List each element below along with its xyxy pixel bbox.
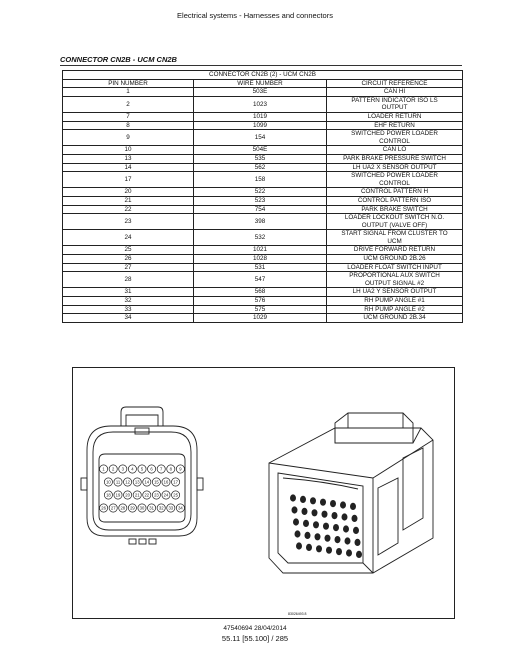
pin-label: 12: [125, 479, 130, 485]
wire-number-cell: 398: [194, 214, 327, 230]
pin-label: 19: [115, 492, 121, 498]
iso-pin-hole: [290, 494, 296, 501]
pin-label: 28: [120, 505, 126, 511]
pin-grid: [100, 465, 185, 512]
circuit-reference-cell: PARK BRAKE SWITCH: [327, 205, 463, 214]
pin-number-cell: 10: [63, 146, 194, 155]
iso-pin-hole: [300, 496, 306, 503]
iso-pin-hole: [312, 509, 318, 516]
circuit-reference-cell: EHF RETURN: [327, 121, 463, 130]
table-row: [63, 146, 463, 155]
iso-pin-hole: [296, 542, 302, 549]
wire-number-cell: 568: [194, 288, 327, 297]
pin-number-cell: 28: [63, 272, 194, 288]
table-row: [63, 288, 463, 297]
iso-pin-hole: [320, 499, 326, 506]
pin-number-cell: 7: [63, 112, 194, 121]
iso-pin-hole: [315, 533, 321, 540]
pin-label: 26: [101, 505, 106, 511]
wire-number-cell: 532: [194, 230, 327, 246]
pin-number-cell: 1: [63, 88, 194, 97]
footer-document-number: 47540694 28/04/2014: [223, 625, 287, 632]
wire-number-cell: 535: [194, 154, 327, 163]
pin-label: 29: [130, 505, 135, 511]
circuit-reference-cell: UCM GROUND 2B.26: [327, 255, 463, 264]
pin-label: 18: [106, 492, 111, 498]
pin-number-cell: 24: [63, 230, 194, 246]
circuit-reference-cell: DRIVE FORWARD RETURN: [327, 246, 463, 255]
pin-number-cell: 27: [63, 263, 194, 272]
pin-label: 6: [150, 466, 153, 472]
wire-number-cell: 562: [194, 163, 327, 172]
pin-number-cell: 31: [63, 288, 194, 297]
pin-label: 32: [158, 505, 164, 511]
table-row: [63, 196, 463, 205]
pin-label: 10: [106, 479, 111, 485]
circuit-reference-cell: UCM GROUND 2B.34: [327, 314, 463, 323]
iso-pin-hole: [340, 501, 346, 508]
iso-pin-hole: [295, 530, 301, 537]
iso-pin-hole: [310, 497, 316, 504]
wire-number-cell: 158: [194, 172, 327, 188]
table-row: [63, 130, 463, 146]
pin-number-cell: 20: [63, 188, 194, 197]
circuit-reference-cell: LOADER FLOAT SWITCH INPUT: [327, 263, 463, 272]
iso-pin-hole: [323, 523, 329, 530]
wire-number-cell: 1029: [194, 314, 327, 323]
pin-label: 24: [163, 492, 169, 498]
page-header: Electrical systems - Harnesses and connectors: [177, 11, 333, 20]
iso-pin-hole: [353, 527, 359, 534]
pin-label: 17: [173, 479, 178, 485]
circuit-reference-cell: PATTERN INDICATOR ISO LS OUTPUT: [327, 96, 463, 112]
wire-number-cell: 531: [194, 263, 327, 272]
iso-pin-hole: [343, 525, 349, 532]
pin-label: 5: [140, 466, 144, 472]
pin-label: 20: [125, 492, 130, 498]
iso-pin-hole: [305, 532, 311, 539]
pin-label: 1: [102, 466, 105, 472]
circuit-reference-cell: LH UA2 X SENSOR OUTPUT: [327, 163, 463, 172]
pin-number-cell: 17: [63, 172, 194, 188]
table-row: [63, 297, 463, 306]
pin-label: 34: [178, 505, 183, 511]
circuit-reference-cell: CAN HI: [327, 88, 463, 97]
figure-id: 83026493 8: [288, 612, 307, 616]
iso-pin-hole: [303, 520, 309, 527]
wire-number-cell: 504E: [194, 146, 327, 155]
pin-label: 14: [144, 479, 150, 485]
wire-number-cell: 522: [194, 188, 327, 197]
iso-pin-hole: [333, 524, 339, 531]
iso-pin-hole: [313, 521, 319, 528]
circuit-reference-cell: SWITCHED POWER LOADER CONTROL: [327, 172, 463, 188]
circuit-reference-cell: LOADER RETURN: [327, 112, 463, 121]
circuit-reference-cell: RH PUMP ANGLE #2: [327, 305, 463, 314]
pin-number-cell: 8: [63, 121, 194, 130]
pin-label: 3: [121, 466, 124, 472]
iso-pin-hole: [322, 511, 328, 518]
wire-number-cell: 547: [194, 272, 327, 288]
connector-face-view: [81, 407, 203, 544]
iso-pin-hole: [302, 508, 308, 515]
iso-pin-hole: [332, 512, 338, 519]
pin-number-cell: 14: [63, 163, 194, 172]
pin-number-cell: 32: [63, 297, 194, 306]
table-row: [63, 163, 463, 172]
wire-number-cell: 754: [194, 205, 327, 214]
wire-number-cell: 575: [194, 305, 327, 314]
table-row: [63, 188, 463, 197]
column-header-wire: WIRE NUMBER: [194, 79, 327, 88]
pin-label: 25: [173, 492, 178, 498]
pin-label: 22: [144, 492, 150, 498]
connector-pin-table: [62, 70, 463, 323]
pin-number-cell: 23: [63, 214, 194, 230]
circuit-reference-cell: START SIGNAL FROM CLUSTER TO UCM: [327, 230, 463, 246]
footer-page-number: 55.11 [55.100] / 285: [221, 634, 289, 643]
wire-number-cell: 1019: [194, 112, 327, 121]
table-row: [63, 246, 463, 255]
wire-number-cell: 1099: [194, 121, 327, 130]
pin-number-cell: 13: [63, 154, 194, 163]
iso-pin-hole: [355, 539, 361, 546]
pin-number-cell: 26: [63, 255, 194, 264]
pin-label: 23: [154, 492, 159, 498]
iso-pin-hole: [335, 536, 341, 543]
wire-number-cell: 503E: [194, 88, 327, 97]
iso-pin-hole: [325, 535, 331, 542]
isometric-pin-cavities: [290, 494, 362, 558]
pin-number-cell: 25: [63, 246, 194, 255]
iso-pin-hole: [345, 537, 351, 544]
pin-label: 11: [115, 479, 121, 485]
section-title: CONNECTOR CN2B - UCM CN2B: [60, 55, 177, 64]
circuit-reference-cell: RH PUMP ANGLE #1: [327, 297, 463, 306]
pin-label: 8: [169, 466, 172, 472]
table-row: [63, 305, 463, 314]
connector-isometric-view: [269, 413, 433, 573]
table-row: [63, 172, 463, 188]
circuit-reference-cell: LH UA2 Y SENSOR OUTPUT: [327, 288, 463, 297]
wire-number-cell: 1023: [194, 96, 327, 112]
column-header-circuit: CIRCUIT REFERENCE: [327, 79, 463, 88]
table-row: [63, 314, 463, 323]
pin-number-cell: 22: [63, 205, 194, 214]
circuit-reference-cell: LOADER LOCKOUT SWITCH N.O. OUTPUT (VALVE OFF): [327, 214, 463, 230]
wire-number-cell: 1021: [194, 246, 327, 255]
column-header-pin: PIN NUMBER: [63, 79, 194, 88]
pin-label: 15: [154, 479, 159, 485]
table-row: [63, 96, 463, 112]
iso-pin-hole: [330, 500, 336, 507]
table-row: [63, 255, 463, 264]
iso-pin-hole: [292, 506, 298, 513]
circuit-reference-cell: PROPORTIONAL AUX SWITCH OUTPUT SIGNAL #2: [327, 272, 463, 288]
iso-pin-hole: [346, 549, 352, 556]
table-row: [63, 230, 463, 246]
circuit-reference-cell: CONTROL PATTERN H: [327, 188, 463, 197]
circuit-reference-cell: SWITCHED POWER LOADER CONTROL: [327, 130, 463, 146]
section-rule: [60, 65, 462, 66]
pin-label: 33: [168, 505, 174, 511]
table-row: [63, 112, 463, 121]
table-row: [63, 154, 463, 163]
pin-label: 7: [160, 466, 163, 472]
pin-number-cell: 33: [63, 305, 194, 314]
wire-number-cell: 154: [194, 130, 327, 146]
table-row: [63, 272, 463, 288]
pin-label: 9: [179, 466, 182, 472]
pin-label: 13: [134, 479, 140, 485]
wire-number-cell: 576: [194, 297, 327, 306]
table-row: [63, 121, 463, 130]
pin-number-cell: 9: [63, 130, 194, 146]
iso-pin-hole: [293, 518, 299, 525]
table-row: [63, 205, 463, 214]
pin-label: 2: [112, 466, 115, 472]
pin-label: 21: [134, 492, 140, 498]
iso-pin-hole: [326, 547, 332, 554]
pin-label: 27: [110, 505, 116, 511]
table-row: [63, 88, 463, 97]
pin-label: 31: [149, 505, 154, 511]
pin-number-cell: 2: [63, 96, 194, 112]
iso-pin-hole: [306, 544, 312, 551]
pin-label: 30: [139, 505, 145, 511]
table-body: [63, 88, 463, 323]
iso-pin-hole: [350, 503, 356, 510]
circuit-reference-cell: PARK BRAKE PRESSURE SWITCH: [327, 154, 463, 163]
connector-drawing: [73, 368, 456, 620]
pin-label: 16: [163, 479, 169, 485]
table-row: [63, 263, 463, 272]
table-caption: CONNECTOR CN2B (2) - UCM CN2B: [63, 71, 463, 80]
iso-pin-hole: [336, 548, 342, 555]
table-row: [63, 214, 463, 230]
circuit-reference-cell: CAN LO: [327, 146, 463, 155]
iso-pin-hole: [316, 545, 322, 552]
pin-number-cell: 21: [63, 196, 194, 205]
wire-number-cell: 523: [194, 196, 327, 205]
iso-pin-hole: [352, 515, 358, 522]
circuit-reference-cell: CONTROL PATTERN ISO: [327, 196, 463, 205]
wire-number-cell: 1028: [194, 255, 327, 264]
pin-number-cell: 34: [63, 314, 194, 323]
iso-pin-hole: [342, 513, 348, 520]
connector-figure: [72, 367, 455, 619]
pin-label: 4: [131, 466, 134, 472]
iso-pin-hole: [356, 551, 362, 558]
